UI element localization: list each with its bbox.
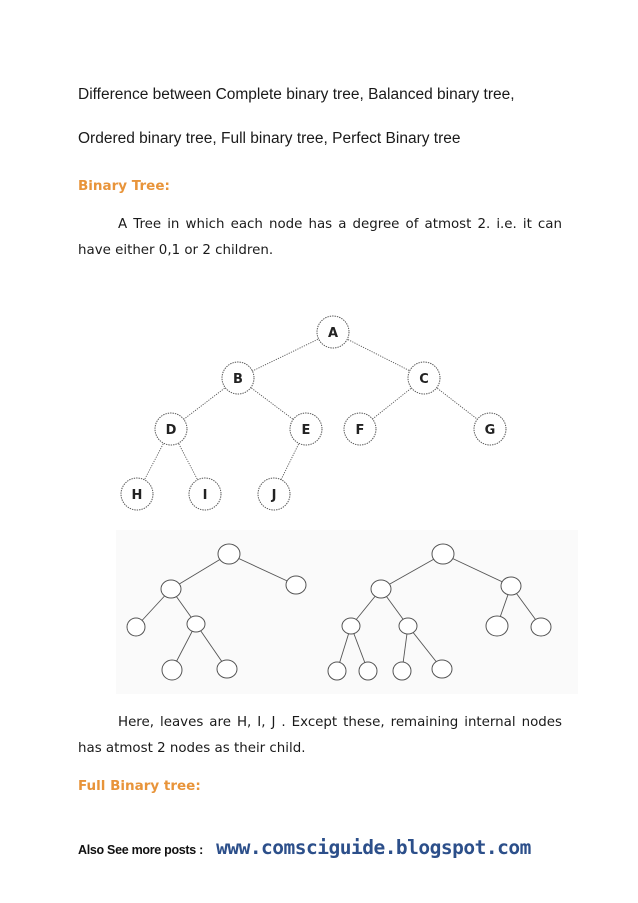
right-tree-node: [342, 618, 360, 634]
left-tree-node: [162, 660, 182, 680]
left-tree-node: [217, 660, 237, 678]
binary-tree-definition: [78, 212, 562, 264]
node-label-i: I: [202, 488, 208, 503]
right-tree-node: [371, 580, 391, 598]
node-label-d: D: [165, 423, 177, 438]
binary-tree-heading: Binary Tree:: [78, 178, 170, 194]
right-tree-node: [501, 577, 521, 595]
left-tree-node: [286, 576, 306, 594]
node-label-b: B: [233, 372, 243, 387]
left-tree-node: [127, 618, 145, 636]
node-label-a: A: [327, 326, 339, 341]
left-tree-node: [187, 616, 205, 632]
node-label-h: H: [131, 488, 143, 503]
right-tree-node: [486, 616, 508, 636]
right-tree-root: [432, 544, 454, 564]
right-tree-node: [531, 618, 551, 636]
right-tree-node: [432, 660, 452, 678]
node-label-e: E: [301, 423, 311, 438]
tree-edges: [137, 332, 490, 494]
right-tree-node: [359, 662, 377, 680]
node-label-g: G: [484, 423, 496, 438]
labeled-binary-tree-diagram: [108, 310, 528, 515]
binary-tree-definition-text: A Tree in which each node has a degree of atmost 2. i.e. it can have either 0,1 or 2 children.: [78, 217, 562, 258]
left-tree-root: [218, 544, 240, 564]
footer: [78, 836, 531, 859]
right-tree-node: [393, 662, 411, 680]
left-tree-node: [161, 580, 181, 598]
title-line-1: Difference between Complete binary tree, Balanced binary tree,: [78, 86, 515, 103]
right-tree-node: [328, 662, 346, 680]
full-binary-tree-heading: Full Binary tree:: [78, 778, 201, 794]
node-label-c: C: [419, 372, 429, 387]
footer-prefix: Also See more posts :: [78, 843, 203, 857]
node-label-f: F: [355, 423, 365, 438]
leaves-explanation-text: Here, leaves are H, I, J . Except these, remaining internal nodes has atmost 2 nodes as their child.: [78, 715, 562, 756]
unlabeled-binary-trees-diagram: [116, 530, 578, 694]
node-label-j: J: [271, 488, 277, 503]
leaves-explanation: [78, 710, 562, 762]
diagram-background: [116, 530, 578, 694]
right-tree-node: [399, 618, 417, 634]
blog-link[interactable]: www.comsciguide.blogspot.com: [216, 836, 531, 859]
title-line-2: Ordered binary tree, Full binary tree, Perfect Binary tree: [78, 130, 461, 147]
